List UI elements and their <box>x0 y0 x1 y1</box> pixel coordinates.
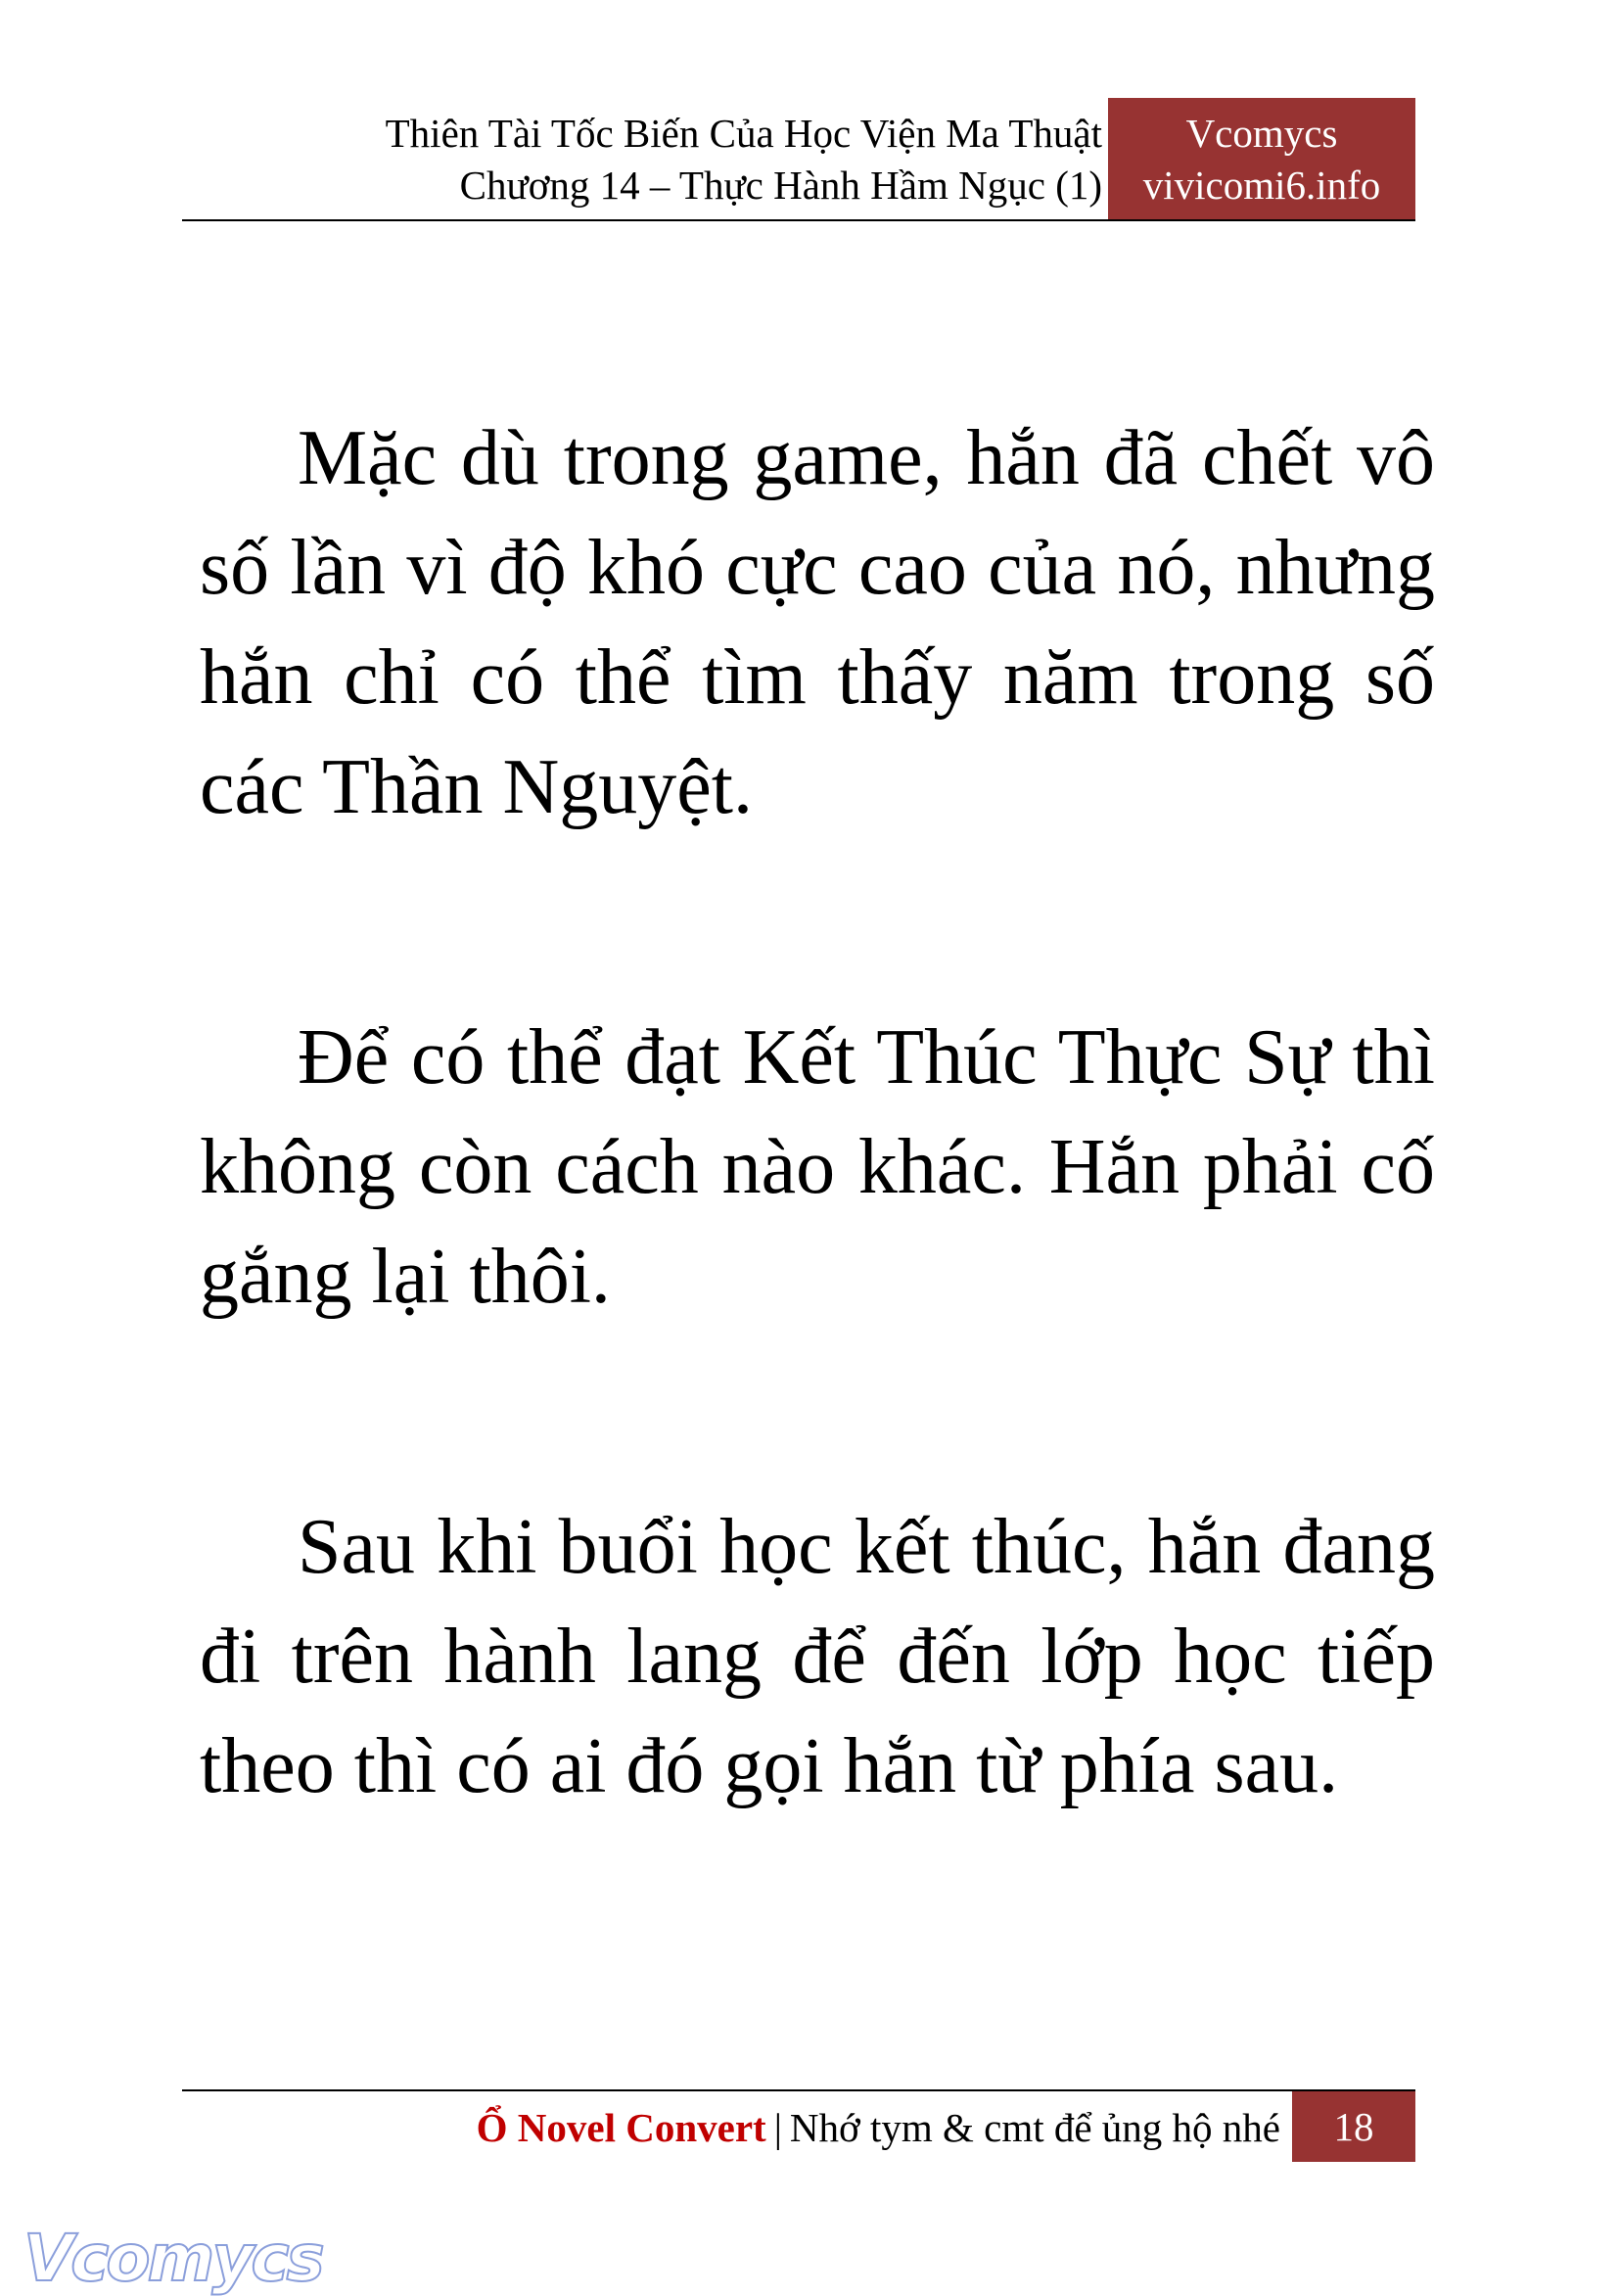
site-badge <box>1108 98 1415 219</box>
page-number: 18 <box>1292 2091 1415 2162</box>
paragraph: Mặc dù trong game, hắn đã chết vô số lần vì độ khó cực cao của nó, nhưng hắn chỉ có thể tìm thấy năm trong số các Thần Nguyệt. <box>200 415 1435 830</box>
site-url: vivicomi6.info <box>1142 163 1381 208</box>
page-footer <box>182 2091 1415 2162</box>
chapter-title: Chương 14 – Thực Hành Hầm Ngục (1) <box>459 163 1102 208</box>
header-divider <box>182 219 1415 221</box>
footer-separator: | <box>773 2105 782 2150</box>
footer-text <box>477 2103 1280 2152</box>
book-title: Thiên Tài Tốc Biến Của Học Viện Ma Thuật <box>385 111 1102 156</box>
paragraph: Sau khi buổi học kết thúc, hắn đang đi trên hành lang để đến lớp học tiếp theo thì có ai đó gọi hắn từ phía sau. <box>200 1504 1435 1809</box>
site-name: Vcomycs <box>1185 111 1338 156</box>
watermark-logo: Vcomycs <box>23 2221 322 2296</box>
chapter-body <box>200 403 1435 1821</box>
footer-brand: Ổ Novel Convert <box>476 2105 766 2150</box>
paragraph: Để có thể đạt Kết Thúc Thực Sự thì không còn cách nào khác. Hắn phải cố gắng lại thôi. <box>200 1014 1435 1320</box>
page-header <box>182 98 1415 219</box>
footer-message: Nhớ tym & cmt để ủng hộ nhé <box>789 2105 1280 2150</box>
header-title-block <box>386 108 1102 211</box>
